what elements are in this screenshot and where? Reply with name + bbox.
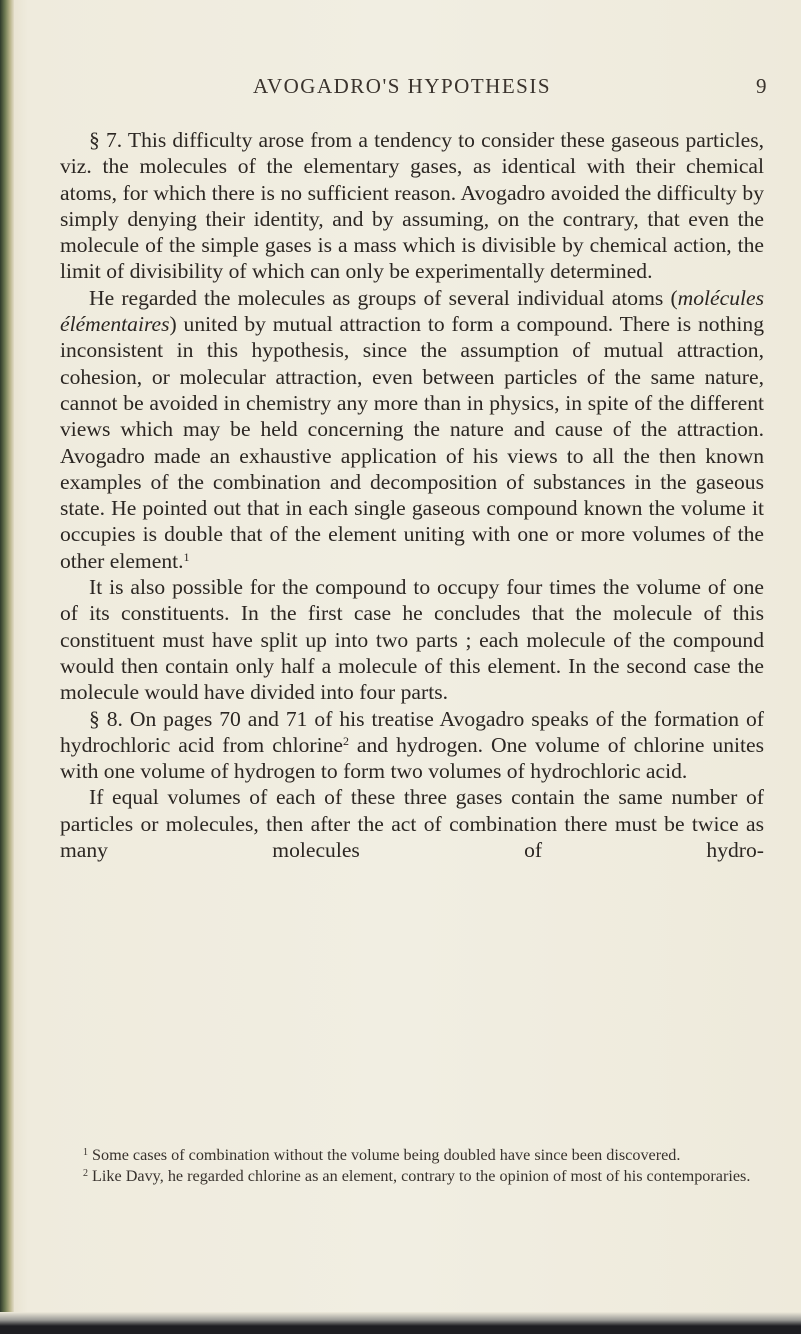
footnote-reference: 1 <box>183 549 190 564</box>
paragraph-text: and hydrogen. One volume of chlorine unites with one volume of hydrogen to form two volumes of hydrochloric acid. <box>60 732 764 784</box>
page-number: 9 <box>756 74 767 98</box>
italic-term: molécules élémentaires <box>60 285 764 337</box>
paragraph-text: He regarded the molecules as groups of several individual atoms ( <box>89 285 678 310</box>
paragraph-section-8 <box>60 706 764 785</box>
paragraph-four-times <box>60 574 764 705</box>
footnotes <box>60 1145 764 1186</box>
body-text <box>60 127 764 863</box>
footnote-text: Like Davy, he regarded chlorine as an element, contrary to the opinion of most of his contemporaries. <box>92 1166 751 1185</box>
footnote-mark: 2 <box>83 1167 88 1179</box>
running-head-title: AVOGADRO'S HYPOTHESIS <box>253 74 552 98</box>
page-bottom-edge <box>0 1312 801 1334</box>
paragraph-text: § 8. On pages 70 and 71 of his treatise Avogadro speaks of the formation of hydrochloric acid from chlorine <box>60 706 764 757</box>
paragraph-text: If equal volumes of each of these three gases contain the same number of particles or molecules, then after the act of combination there must be twice as many molecules of hydro- <box>60 785 764 863</box>
paragraph-text: It is also possible for the compound to occupy four times the volume of one of its constituents. In the first case he concludes that the molecule of this constituent must have split up into two parts ; each molecule of the compound would then contain only half a molecule of this element. In the second case the molecule would have divided into four parts. <box>60 575 764 705</box>
paragraph-text: ) united by mutual attraction to form a compound. There is nothing inconsistent in this hypothesis, since the assumption of mutual attraction, cohesion, or molecular attraction, even between particles of the same nature, cannot be avoided in chemistry any more than in physics, in spite of the different views which may be held concerning the nature and cause of the attraction. Avogadro made an exhaustive application of his views to all the then known examples of the combination and decomposition of substances in the gaseous state. He pointed out that in each single gaseous compound known the volume it occupies is double that of the element uniting with one or more volumes of the other element. <box>60 312 764 573</box>
footnote-1 <box>60 1145 764 1166</box>
footnote-text: Some cases of combination without the volume being doubled have since been discovered. <box>92 1146 681 1164</box>
paragraph-section-7 <box>60 127 764 285</box>
paragraph-text: § 7. This difficulty arose from a tendency to consider these gaseous particles, viz. the molecules of the elementary gases, as identical with their chemical atoms, for which there is no sufficient reason. Avogadro avoided the difficulty by simply denying their identity, and by assuming, on the contrary, that even the molecule of the simple gases is a mass which is divisible by chemical action, the limit of divisibility of which can only be experimentally determined. <box>60 128 764 284</box>
paragraph-equal-volumes <box>60 784 764 863</box>
paragraph-molecules-groups <box>60 285 764 574</box>
footnote-mark: 1 <box>83 1147 88 1158</box>
running-head <box>0 74 801 102</box>
footnote-reference: 2 <box>342 733 349 748</box>
footnote-2 <box>60 1166 764 1187</box>
page-gutter-edge <box>0 0 14 1334</box>
